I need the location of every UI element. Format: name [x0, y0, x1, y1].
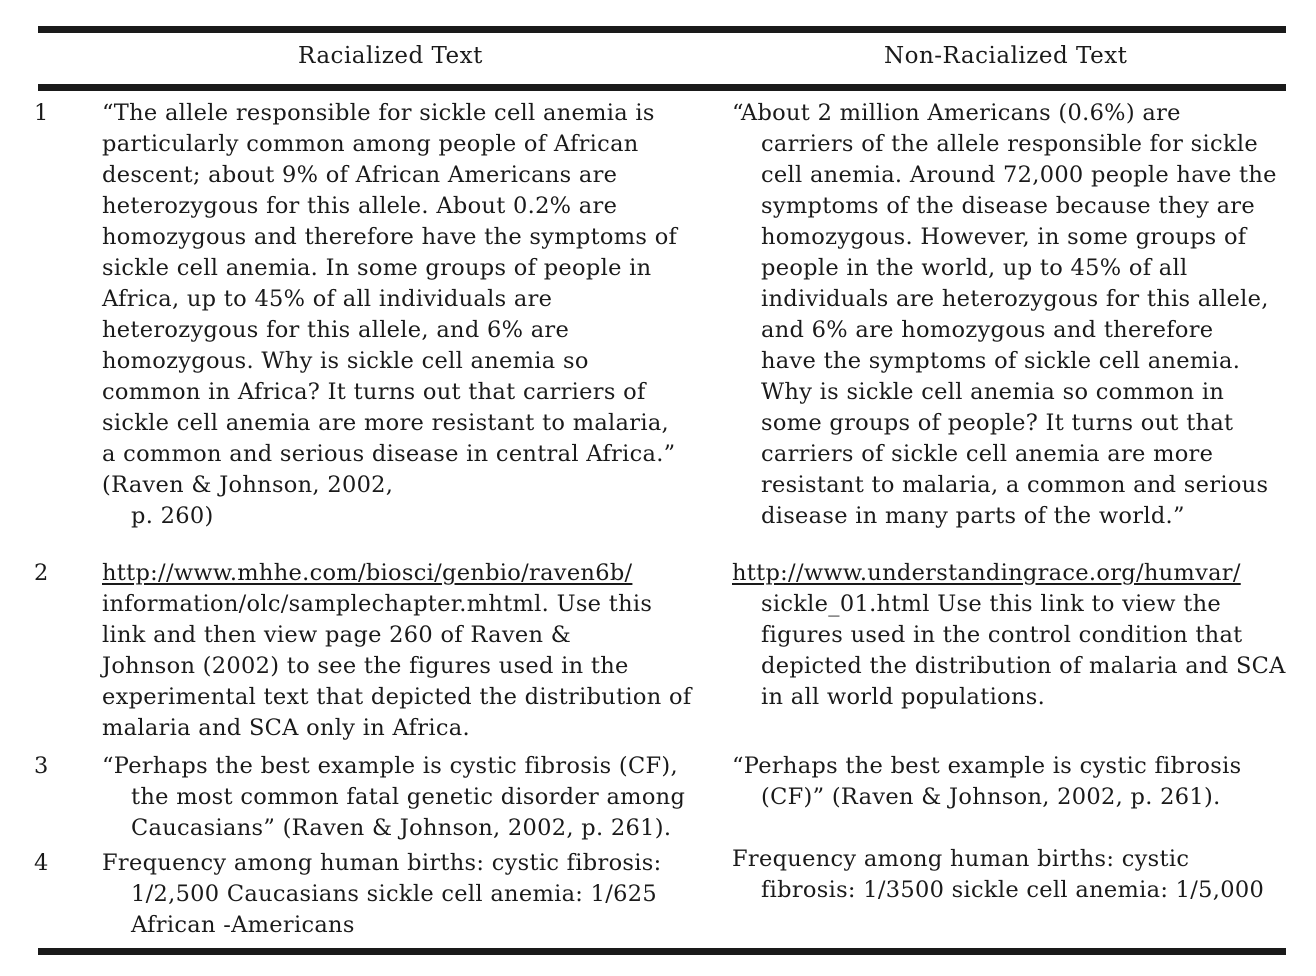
text-line: Why is sickle cell anemia so common in: [761, 379, 1225, 405]
text-line: people in the world, up to 45% of all: [761, 255, 1188, 281]
bottom-rule: [38, 948, 1286, 955]
text-line: p. 260): [131, 503, 214, 529]
row-3-non-racialized-text: [732, 751, 1292, 813]
text-line: Caucasians” (Raven & Johnson, 2002, p. 261).: [131, 815, 672, 841]
raven-sample-chapter-link[interactable]: http://www.mhhe.com/biosci/genbio/raven6b/: [102, 560, 633, 586]
text-line: Africa, up to 45% of all individuals are: [102, 286, 553, 312]
text-line: homozygous and therefore have the symptoms of: [102, 224, 678, 250]
text-line: “Perhaps the best example is cystic fibrosis: [732, 753, 1242, 779]
text-line: homozygous. Why is sickle cell anemia so: [102, 348, 589, 374]
text-line: sickle_01.html Use this link to view the: [761, 591, 1222, 617]
row-2-racialized-text: [102, 558, 702, 744]
text-line: “Perhaps the best example is cystic fibrosis (CF),: [102, 753, 678, 779]
text-line: 1/2,500 Caucasians sickle cell anemia: 1/625: [131, 881, 657, 907]
text-line: descent; about 9% of African Americans are: [102, 162, 618, 188]
row-1-racialized-text: [102, 98, 702, 532]
text-line: resistant to malaria, a common and serious: [761, 472, 1269, 498]
text-line: common in Africa? It turns out that carriers of: [102, 379, 646, 405]
text-line: (CF)” (Raven & Johnson, 2002, p. 261).: [761, 784, 1221, 810]
text-line: in all world populations.: [761, 684, 1046, 710]
text-line: heterozygous for this allele. About 0.2% are: [102, 193, 618, 219]
text-line: figures used in the control condition that: [761, 622, 1243, 648]
text-line: a common and serious disease in central Africa.”: [102, 441, 676, 467]
row-4-non-racialized-text: [732, 844, 1292, 906]
row-2-non-racialized-text: [732, 558, 1292, 713]
text-line: Frequency among human births: cystic fibrosis:: [102, 850, 662, 876]
header-rule: [38, 84, 1286, 91]
text-line: and 6% are homozygous and therefore: [761, 317, 1214, 343]
header-racialized-text: Racialized Text: [298, 43, 483, 69]
header-non-racialized-text: Non-Racialized Text: [884, 43, 1128, 69]
text-line: “About 2 million Americans (0.6%) are: [732, 100, 1181, 126]
row-number-3: 3: [34, 753, 49, 779]
row-4-racialized-text: [102, 848, 702, 941]
text-line: experimental text that depicted the distribution of: [102, 684, 692, 710]
text-line: sickle cell anemia are more resistant to malaria,: [102, 410, 669, 436]
text-line: have the symptoms of sickle cell anemia.: [761, 348, 1241, 374]
text-line: depicted the distribution of malaria and SCA: [761, 653, 1286, 679]
text-line: (Raven & Johnson, 2002,: [102, 472, 394, 498]
row-number-4: 4: [34, 850, 49, 876]
text-line: carriers of the allele responsible for sickle: [761, 131, 1258, 157]
text-line: link and then view page 260 of Raven &: [102, 622, 572, 648]
row-number-1: 1: [34, 100, 49, 126]
row-number-2: 2: [34, 560, 49, 586]
text-line: African -Americans: [131, 912, 355, 938]
text-line: symptoms of the disease because they are: [761, 193, 1255, 219]
text-line: sickle cell anemia. In some groups of people in: [102, 255, 652, 281]
text-line: the most common fatal genetic disorder among: [131, 784, 686, 810]
text-line: Johnson (2002) to see the figures used in the: [102, 653, 629, 679]
understanding-race-link[interactable]: http://www.understandingrace.org/humvar/: [732, 560, 1241, 586]
text-line: some groups of people? It turns out that: [761, 410, 1234, 436]
top-rule: [38, 26, 1286, 33]
text-line: individuals are heterozygous for this allele,: [761, 286, 1269, 312]
text-line: cell anemia. Around 72,000 people have the: [761, 162, 1277, 188]
text-line: disease in many parts of the world.”: [761, 503, 1185, 529]
row-3-racialized-text: [102, 751, 702, 844]
text-line: particularly common among people of African: [102, 131, 639, 157]
text-line: Frequency among human births: cystic: [732, 846, 1190, 872]
text-line: heterozygous for this allele, and 6% are: [102, 317, 570, 343]
text-line: malaria and SCA only in Africa.: [102, 715, 470, 741]
text-line: “The allele responsible for sickle cell anemia is: [102, 100, 655, 126]
text-line: information/olc/samplechapter.mhtml. Use this: [102, 591, 653, 617]
row-1-non-racialized-text: [732, 98, 1292, 532]
text-line: fibrosis: 1/3500 sickle cell anemia: 1/5,000: [761, 877, 1265, 903]
text-line: carriers of sickle cell anemia are more: [761, 441, 1214, 467]
text-line: homozygous. However, in some groups of: [761, 224, 1247, 250]
